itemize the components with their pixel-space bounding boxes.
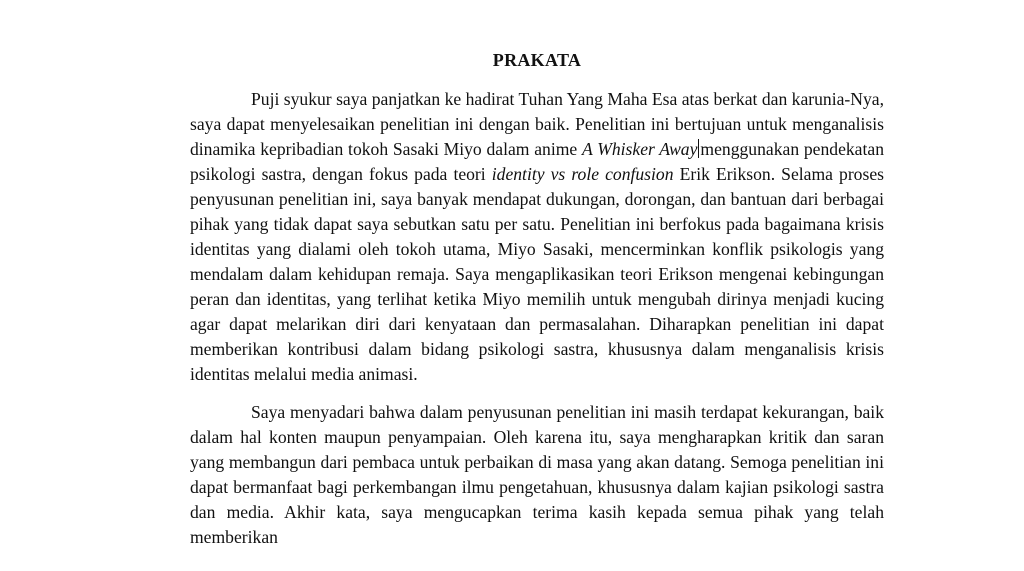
theory-name: identity vs role confusion [491, 164, 674, 184]
anime-title: A Whisker Away [582, 139, 698, 159]
document-body[interactable] [190, 87, 884, 550]
paragraph-1-text-c: Erik Erikson. Selama proses penyusunan penelitian ini, saya banyak mendapat dukungan, dorongan, dan bantuan dari berbagai pihak yang tidak dapat saya sebutkan satu per satu. Penelitian ini berfokus pada bagaimana krisis identitas yang dialami oleh tokoh utama, Miyo Sasaki, mencerminkan konflik psikologis yang mendalam dalam kehidupan remaja. Saya mengaplikasikan teori Erikson mengenai kebingungan peran dan identitas, yang terlihat ketika Miyo memilih untuk mengubah dirinya menjadi kucing agar dapat melarikan diri dari kenyataan dan permasalahan. Diharapkan penelitian ini dapat memberikan kontribusi dalam bidang psikologi sastra, khususnya dalam menganalisis krisis identitas melalui media animasi. [190, 164, 884, 384]
paragraph-2: Saya menyadari bahwa dalam penyusunan penelitian ini masih terdapat kekurangan, baik dalam hal konten maupun penyampaian. Oleh karena itu, saya mengharapkan kritik dan saran yang membangun dari pembaca untuk perbaikan di masa yang akan datang. Semoga penelitian ini dapat bermanfaat bagi perkembangan ilmu pengetahuan, khususnya dalam kajian psikologi sastra dan media. Akhir kata, saya mengucapkan terima kasih kepada semua pihak yang telah memberikan [190, 402, 884, 547]
paragraph-1 [190, 87, 884, 387]
page-title: PRAKATA [492, 50, 582, 70]
paragraph-1-text-b: menggunakan pendekatan psikologi sastra, dengan fokus pada teori [190, 139, 884, 184]
paragraph-1-text-a: Puji syukur saya panjatkan ke hadirat Tuhan Yang Maha Esa atas berkat dan karunia-Nya, saya dapat menyelesaikan penelitian ini dengan baik. Penelitian ini bertujuan untuk menganalisis dinamika kepribadian tokoh Sasaki Miyo dalam anime [190, 89, 884, 159]
